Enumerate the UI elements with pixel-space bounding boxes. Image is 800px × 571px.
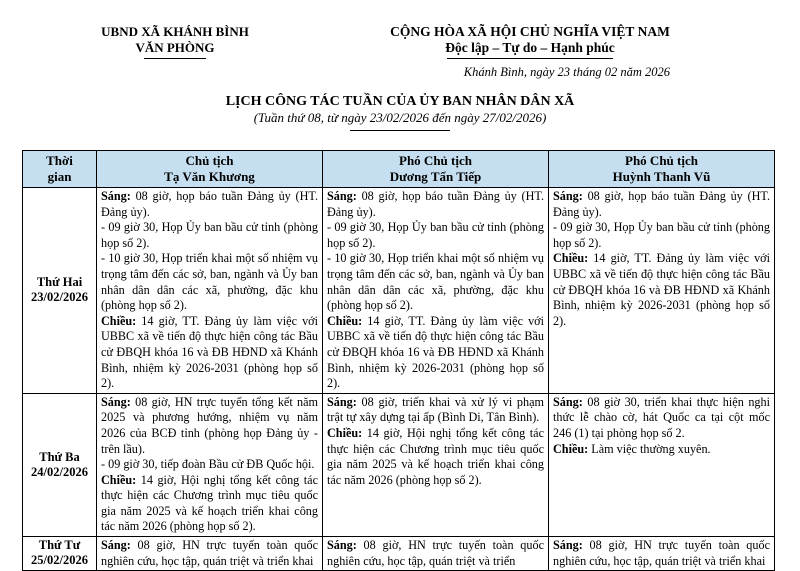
- document-subtitle: (Tuần thứ 08, từ ngày 23/02/2026 đến ngày 27/02/2026): [253, 110, 547, 125]
- national-motto-block: [380, 24, 680, 59]
- document-title: LỊCH CÔNG TÁC TUẦN CỦA ỦY BAN NHÂN DÂN XÃ: [225, 94, 575, 109]
- issuer-underline: [144, 58, 206, 59]
- schedule-cell: Sáng: 08 giờ, HN trực tuyến tổng kết năm 2025 và phương hướng, nhiệm vụ năm 2026 của BCĐ tỉnh (phòng họp Đảng ủy - trên lầu). - 09 giờ 30, tiếp đoàn Bầu cử ĐB Quốc hội. Chiều: 14 giờ, Hội nghị tổng kết công tác thực hiện các Chương trình mục tiêu quốc gia năm 2025 và kế hoạch triển khai công tác năm 2026 (phòng họp số 2).: [97, 393, 323, 536]
- day-cell: Thứ Tư 25/02/2026: [23, 537, 97, 571]
- schedule-cell: Sáng: 08 giờ 30, triển khai thực hiện nghi thức lễ chào cờ, hát Quốc ca tại cột mốc 246 (1) tại phòng họp số 2. Chiều: Làm việc thường xuyên.: [549, 393, 775, 536]
- issuer-authority: UBND XÃ KHÁNH BÌNH: [101, 24, 249, 39]
- header-vice-chairman-1: Phó Chủ tịch Dương Tấn Tiếp: [323, 151, 549, 188]
- schedule-cell: Sáng: 08 giờ, họp báo tuần Đảng ủy (HT. Đảng ủy). - 09 giờ 30, Họp Ủy ban bầu cử tỉnh (phòng họp số 2). - 10 giờ 30, Họp triển khai một số nhiệm vụ trọng tâm đến các sở, ban, ngành và Ủy ban nhân dân dân các xã, phường, đặc khu (phòng họp số 2). Chiều: 14 giờ, TT. Đảng ủy làm việc với UBBC xã về tiến độ thực hiện công tác Bầu cử ĐBQH khóa 16 và ĐB HĐND xã Khánh Bình, nhiệm kỳ 2026-2031 (phòng họp số 2).: [323, 188, 549, 394]
- table-row-monday: [23, 188, 775, 394]
- motto-underline: [447, 58, 613, 59]
- subtitle-underline: [350, 130, 450, 131]
- day-cell: Thứ Ba 24/02/2026: [23, 393, 97, 536]
- day-cell: Thứ Hai 23/02/2026: [23, 188, 97, 394]
- issuer-office: VĂN PHÒNG: [135, 40, 215, 55]
- schedule-table: [22, 150, 775, 571]
- schedule-cell: Sáng: 08 giờ, HN trực tuyến toàn quốc nghiên cứu, học tập, quán triệt và triển khai: [549, 537, 775, 571]
- schedule-cell: Sáng: 08 giờ, họp báo tuần Đảng ủy (HT. Đảng ủy). - 09 giờ 30, Họp Ủy ban bầu cử tỉnh (phòng họp số 2). Chiều: 14 giờ, TT. Đảng ủy làm việc với UBBC xã về tiến độ thực hiện công tác Bầu cử ĐBQH khóa 16 và ĐB HĐND xã Khánh Bình, nhiệm kỳ 2026-2031 (phòng họp số 2).: [549, 188, 775, 394]
- table-row-wednesday: [23, 537, 775, 571]
- schedule-cell: Sáng: 08 giờ, triển khai và xử lý vi phạm trật tự xây dựng tại ấp (Bình Di, Tân Bình). Chiều: 14 giờ, Hội nghị tổng kết công tác thực hiện các Chương trình mục tiêu quốc gia năm 2025 và kế hoạch triển khai công tác năm 2026 (phòng họp số 2).: [323, 393, 549, 536]
- issuer-block: [100, 24, 250, 59]
- schedule-cell: Sáng: 08 giờ, họp báo tuần Đảng ủy (HT. Đảng ủy). - 09 giờ 30, Họp Ủy ban bầu cử tỉnh (phòng họp số 2). - 10 giờ 30, Họp triển khai một số nhiệm vụ trọng tâm đến các sở, ban, ngành và Ủy ban nhân dân dân các xã, phường, đặc khu (phòng họp số 2). Chiều: 14 giờ, TT. Đảng ủy làm việc với UBBC xã về tiến độ thực hiện công tác Bầu cử ĐBQH khóa 16 và ĐB HĐND xã Khánh Bình, nhiệm kỳ 2026-2031 (phòng họp số 2).: [97, 188, 323, 394]
- header-chairman: Chủ tịch Tạ Văn Khương: [97, 151, 323, 188]
- document-date: Khánh Bình, ngày 23 tháng 02 năm 2026: [463, 65, 670, 79]
- header-vice-chairman-2: Phó Chủ tịch Huỳnh Thanh Vũ: [549, 151, 775, 188]
- table-header-row: [23, 151, 775, 188]
- header-time: Thời gian: [23, 151, 97, 188]
- national-motto: Độc lập – Tự do – Hạnh phúc: [445, 40, 615, 55]
- table-row-tuesday: [23, 393, 775, 536]
- schedule-cell: Sáng: 08 giờ, HN trực tuyến toàn quốc nghiên cứu, học tập, quán triệt và triển: [323, 537, 549, 571]
- schedule-cell: Sáng: 08 giờ, HN trực tuyến toàn quốc nghiên cứu, học tập, quán triệt và triển khai: [97, 537, 323, 571]
- national-name: CỘNG HÒA XÃ HỘI CHỦ NGHĨA VIỆT NAM: [390, 24, 670, 39]
